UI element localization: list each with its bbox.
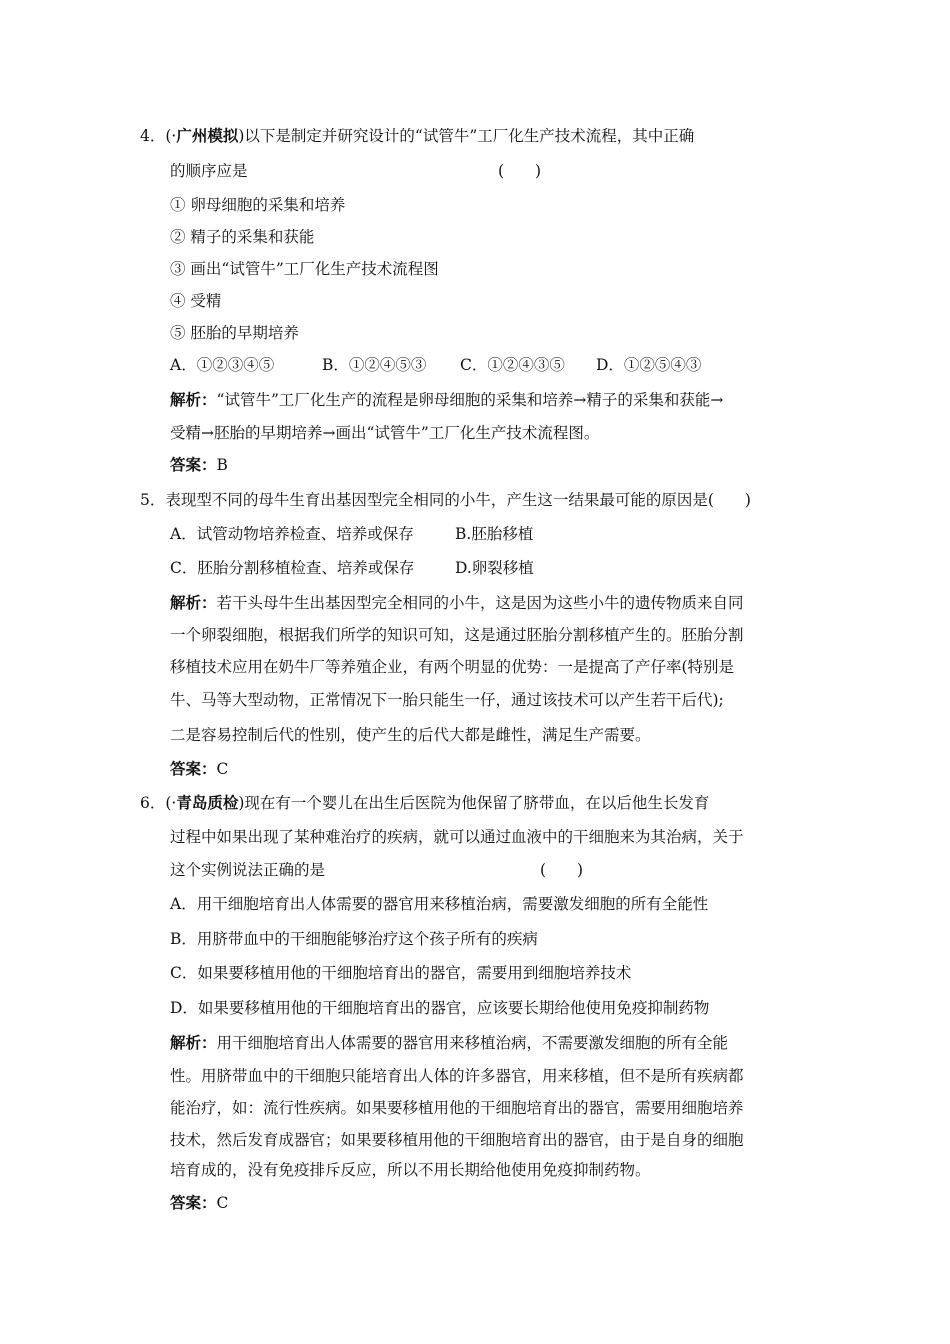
q5-option-c: C．胚胎分割移植检查、培养或保存 bbox=[170, 559, 415, 577]
q4-item: ① 卵母细胞的采集和培养 bbox=[170, 196, 346, 214]
q6-stem-line3: 这个实例说法正确的是 bbox=[170, 861, 326, 879]
q5-analysis-line: 移植技术应用在奶牛厂等养殖企业，有两个明显的优势：一是提高了产仔率(特别是 bbox=[170, 658, 735, 676]
q4-analysis-line: 解析：“试管牛”工厂化生产的流程是卵母细胞的采集和培养→精子的采集和获能→ bbox=[170, 390, 724, 409]
q5-analysis-line: 一个卵裂细胞，根据我们所学的知识可知，这是通过胚胎分割移植产生的。胚胎分割 bbox=[170, 626, 744, 644]
q4-option-d: D．①②⑤④③ bbox=[596, 356, 702, 374]
q4-stem-line2: 的顺序应是 bbox=[170, 162, 248, 180]
q6-source: 青岛质检 bbox=[176, 793, 239, 812]
q4-answer-blank: ( ) bbox=[498, 162, 542, 180]
q6-option-b: B．用脐带血中的干细胞能够治疗这个孩子所有的疾病 bbox=[170, 930, 538, 948]
q4-item: ③ 画出“试管牛”工厂化生产技术流程图 bbox=[170, 260, 439, 278]
analysis-label: 解析： bbox=[170, 1033, 217, 1052]
q6-stem-line2: 过程中如果出现了某种难治疗的疾病，就可以通过血液中的干细胞来为其治病，关于 bbox=[170, 828, 744, 846]
q5-option-d: D.卵裂移植 bbox=[455, 559, 534, 577]
q6-stem-line1: 6．(·青岛质检)现在有一个婴儿在出生后医院为他保留了脐带血，在以后他生长发育 bbox=[140, 793, 710, 812]
q4-option-a: A．①②③④⑤ bbox=[170, 356, 275, 374]
q4-option-c: C．①②④③⑤ bbox=[460, 356, 565, 374]
q5-analysis-line: 解析：若干头母牛生出基因型完全相同的小牛，这是因为这些小牛的遗传物质来自同 bbox=[170, 593, 744, 612]
answer-label: 答案： bbox=[170, 1193, 217, 1212]
q4-item: ⑤ 胚胎的早期培养 bbox=[170, 324, 299, 342]
q6-option-a: A．用干细胞培育出人体需要的器官用来移植治病，需要激发细胞的所有全能性 bbox=[170, 895, 709, 913]
q6-analysis-line: 性。用脐带血中的干细胞只能培育出人体的许多器官，用来移植，但不是所有疾病都 bbox=[170, 1067, 744, 1085]
q5-analysis-line: 二是容易控制后代的性别，使产生的后代大都是雌性，满足生产需要。 bbox=[170, 726, 651, 744]
q4-item: ② 精子的采集和获能 bbox=[170, 228, 315, 246]
q5-option-a: A．试管动物培养检查、培养或保存 bbox=[170, 525, 414, 543]
q6-analysis-line: 培育成的，没有免疫排斥反应，所以不用长期给他使用免疫抑制药物。 bbox=[170, 1161, 651, 1179]
q6-option-c: C．如果要移植用他的干细胞培育出的器官，需要用到细胞培养技术 bbox=[170, 964, 632, 982]
q5-stem: 5．表现型不同的母牛生育出基因型完全相同的小牛，产生这一结果最可能的原因是( ) bbox=[140, 491, 751, 509]
q6-answer-blank: ( ) bbox=[540, 861, 584, 879]
q6-option-d: D．如果要移植用他的干细胞培育出的器官，应该要长期给他使用免疫抑制药物 bbox=[170, 999, 710, 1017]
q4-answer: 答案：B bbox=[170, 455, 228, 474]
q5-option-b: B.胚胎移植 bbox=[455, 525, 534, 543]
q5-analysis-line: 牛、马等大型动物，正常情况下一胎只能生一仔，通过该技术可以产生若干后代); bbox=[170, 691, 724, 709]
q4-number: 4． bbox=[140, 127, 166, 145]
q6-analysis-line: 解析：用干细胞培育出人体需要的器官用来移植治病，不需要激发细胞的所有全能 bbox=[170, 1033, 729, 1052]
q4-source: 广州模拟 bbox=[176, 126, 239, 145]
analysis-label: 解析： bbox=[170, 390, 217, 409]
q6-answer: 答案：C bbox=[170, 1193, 229, 1212]
q6-analysis-line: 技术，然后发育成器官；如果要移植用他的干细胞培育出的器官，由于是自身的细胞 bbox=[170, 1131, 744, 1149]
q6-number: 6． bbox=[140, 794, 166, 812]
q6-analysis-line: 能治疗，如：流行性疾病。如果要移植用他的干细胞培育出的器官，需要用细胞培养 bbox=[170, 1099, 744, 1117]
q5-answer: 答案：C bbox=[170, 759, 229, 778]
answer-label: 答案： bbox=[170, 455, 217, 474]
q4-stem-line1: 4．(·广州模拟)以下是制定并研究设计的“试管牛”工厂化生产技术流程，其中正确 bbox=[140, 126, 695, 145]
analysis-label: 解析： bbox=[170, 593, 217, 612]
q4-analysis-line: 受精→胚胎的早期培养→画出“试管牛”工厂化生产技术流程图。 bbox=[170, 424, 600, 442]
answer-label: 答案： bbox=[170, 759, 217, 778]
q4-option-b: B．①②④⑤③ bbox=[322, 356, 427, 374]
q4-item: ④ 受精 bbox=[170, 292, 222, 310]
q5-number: 5． bbox=[140, 491, 166, 509]
